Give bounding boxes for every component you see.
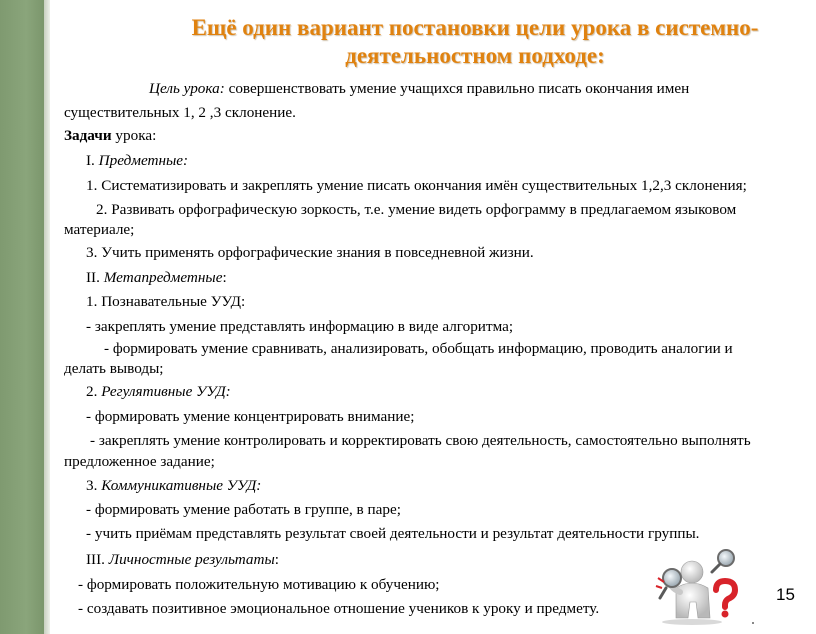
question-mark-icon bbox=[708, 578, 742, 618]
subject-item-2-cont: материале; bbox=[64, 221, 135, 238]
communicative-heading bbox=[86, 477, 261, 495]
regulative-title: Регулятивные УУД: bbox=[101, 383, 231, 400]
section-subject-title: Предметные: bbox=[98, 152, 189, 169]
regulative-num: 2. bbox=[86, 383, 102, 400]
section-subject-heading bbox=[86, 152, 188, 170]
slide-sidebar bbox=[0, 0, 44, 634]
section-meta-num: II. bbox=[86, 269, 104, 286]
goal-line-2: существительных 1, 2 ,3 склонение. bbox=[64, 104, 296, 121]
tasks-rest: урока: bbox=[111, 127, 157, 144]
meta-item-3: - формировать умение сравнивать, анализировать, обобщать информацию, проводить аналогии и bbox=[104, 340, 733, 357]
slide-title bbox=[150, 14, 800, 70]
section-meta-heading bbox=[86, 269, 227, 287]
meta-item-2: - закреплять умение представлять информацию в виде алгоритма; bbox=[86, 318, 514, 335]
subject-item-3: 3. Учить применять орфографические знания в повседневной жизни. bbox=[86, 244, 534, 261]
meta-item-3-cont: делать выводы; bbox=[64, 360, 164, 377]
communicative-num: 3. bbox=[86, 477, 102, 494]
meta-item-1: 1. Познавательные УУД: bbox=[86, 293, 246, 310]
goal-line bbox=[149, 80, 689, 98]
section-personal-colon: : bbox=[274, 551, 279, 568]
section-personal-heading bbox=[86, 551, 279, 569]
subject-item-2: 2. Развивать орфографическую зоркость, т.е. умение видеть орфограмму в предлагаемом языковом bbox=[96, 201, 737, 218]
tasks-heading bbox=[64, 127, 156, 145]
title-line-1: Ещё один вариант постановки цели урока в системно- bbox=[191, 15, 759, 40]
communicative-item-1: - формировать умение работать в группе, в паре; bbox=[86, 501, 401, 518]
tasks-label: Задачи bbox=[64, 127, 112, 144]
regulative-heading bbox=[86, 383, 231, 401]
regulative-item-2: - закреплять умение контролировать и корректировать свою деятельность, самостоятельно выполнять bbox=[90, 432, 751, 449]
corner-dot bbox=[752, 622, 754, 624]
personal-item-1: - формировать положительную мотивацию к обучению; bbox=[78, 576, 440, 593]
section-meta-colon: : bbox=[222, 269, 227, 286]
section-meta-title: Метапредметные bbox=[103, 269, 223, 286]
regulative-item-2-cont: предложенное задание; bbox=[64, 453, 215, 470]
section-personal-title: Личностные результаты bbox=[108, 551, 275, 568]
communicative-title: Коммуникативные УУД: bbox=[101, 477, 262, 494]
personal-item-2: - создавать позитивное эмоциональное отношение учеников к уроку и предмету. bbox=[78, 600, 600, 617]
goal-label: Цель урока: bbox=[149, 80, 225, 97]
sidebar-edge bbox=[44, 0, 50, 634]
title-line-2: деятельностном подходе: bbox=[345, 43, 605, 68]
regulative-item-1: - формировать умение концентрировать внимание; bbox=[86, 408, 415, 425]
section-personal-num: III. bbox=[86, 551, 109, 568]
subject-item-1: 1. Систематизировать и закреплять умение писать окончания имён существительных 1,2,3 склонения; bbox=[86, 177, 747, 194]
section-subject-num: I. bbox=[86, 152, 99, 169]
goal-text: совершенствовать умение учащихся правильно писать окончания имен bbox=[224, 80, 690, 97]
communicative-item-2: - учить приёмам представлять результат своей деятельности и результат деятельности группы. bbox=[86, 525, 700, 542]
page-number: 15 bbox=[776, 585, 795, 604]
